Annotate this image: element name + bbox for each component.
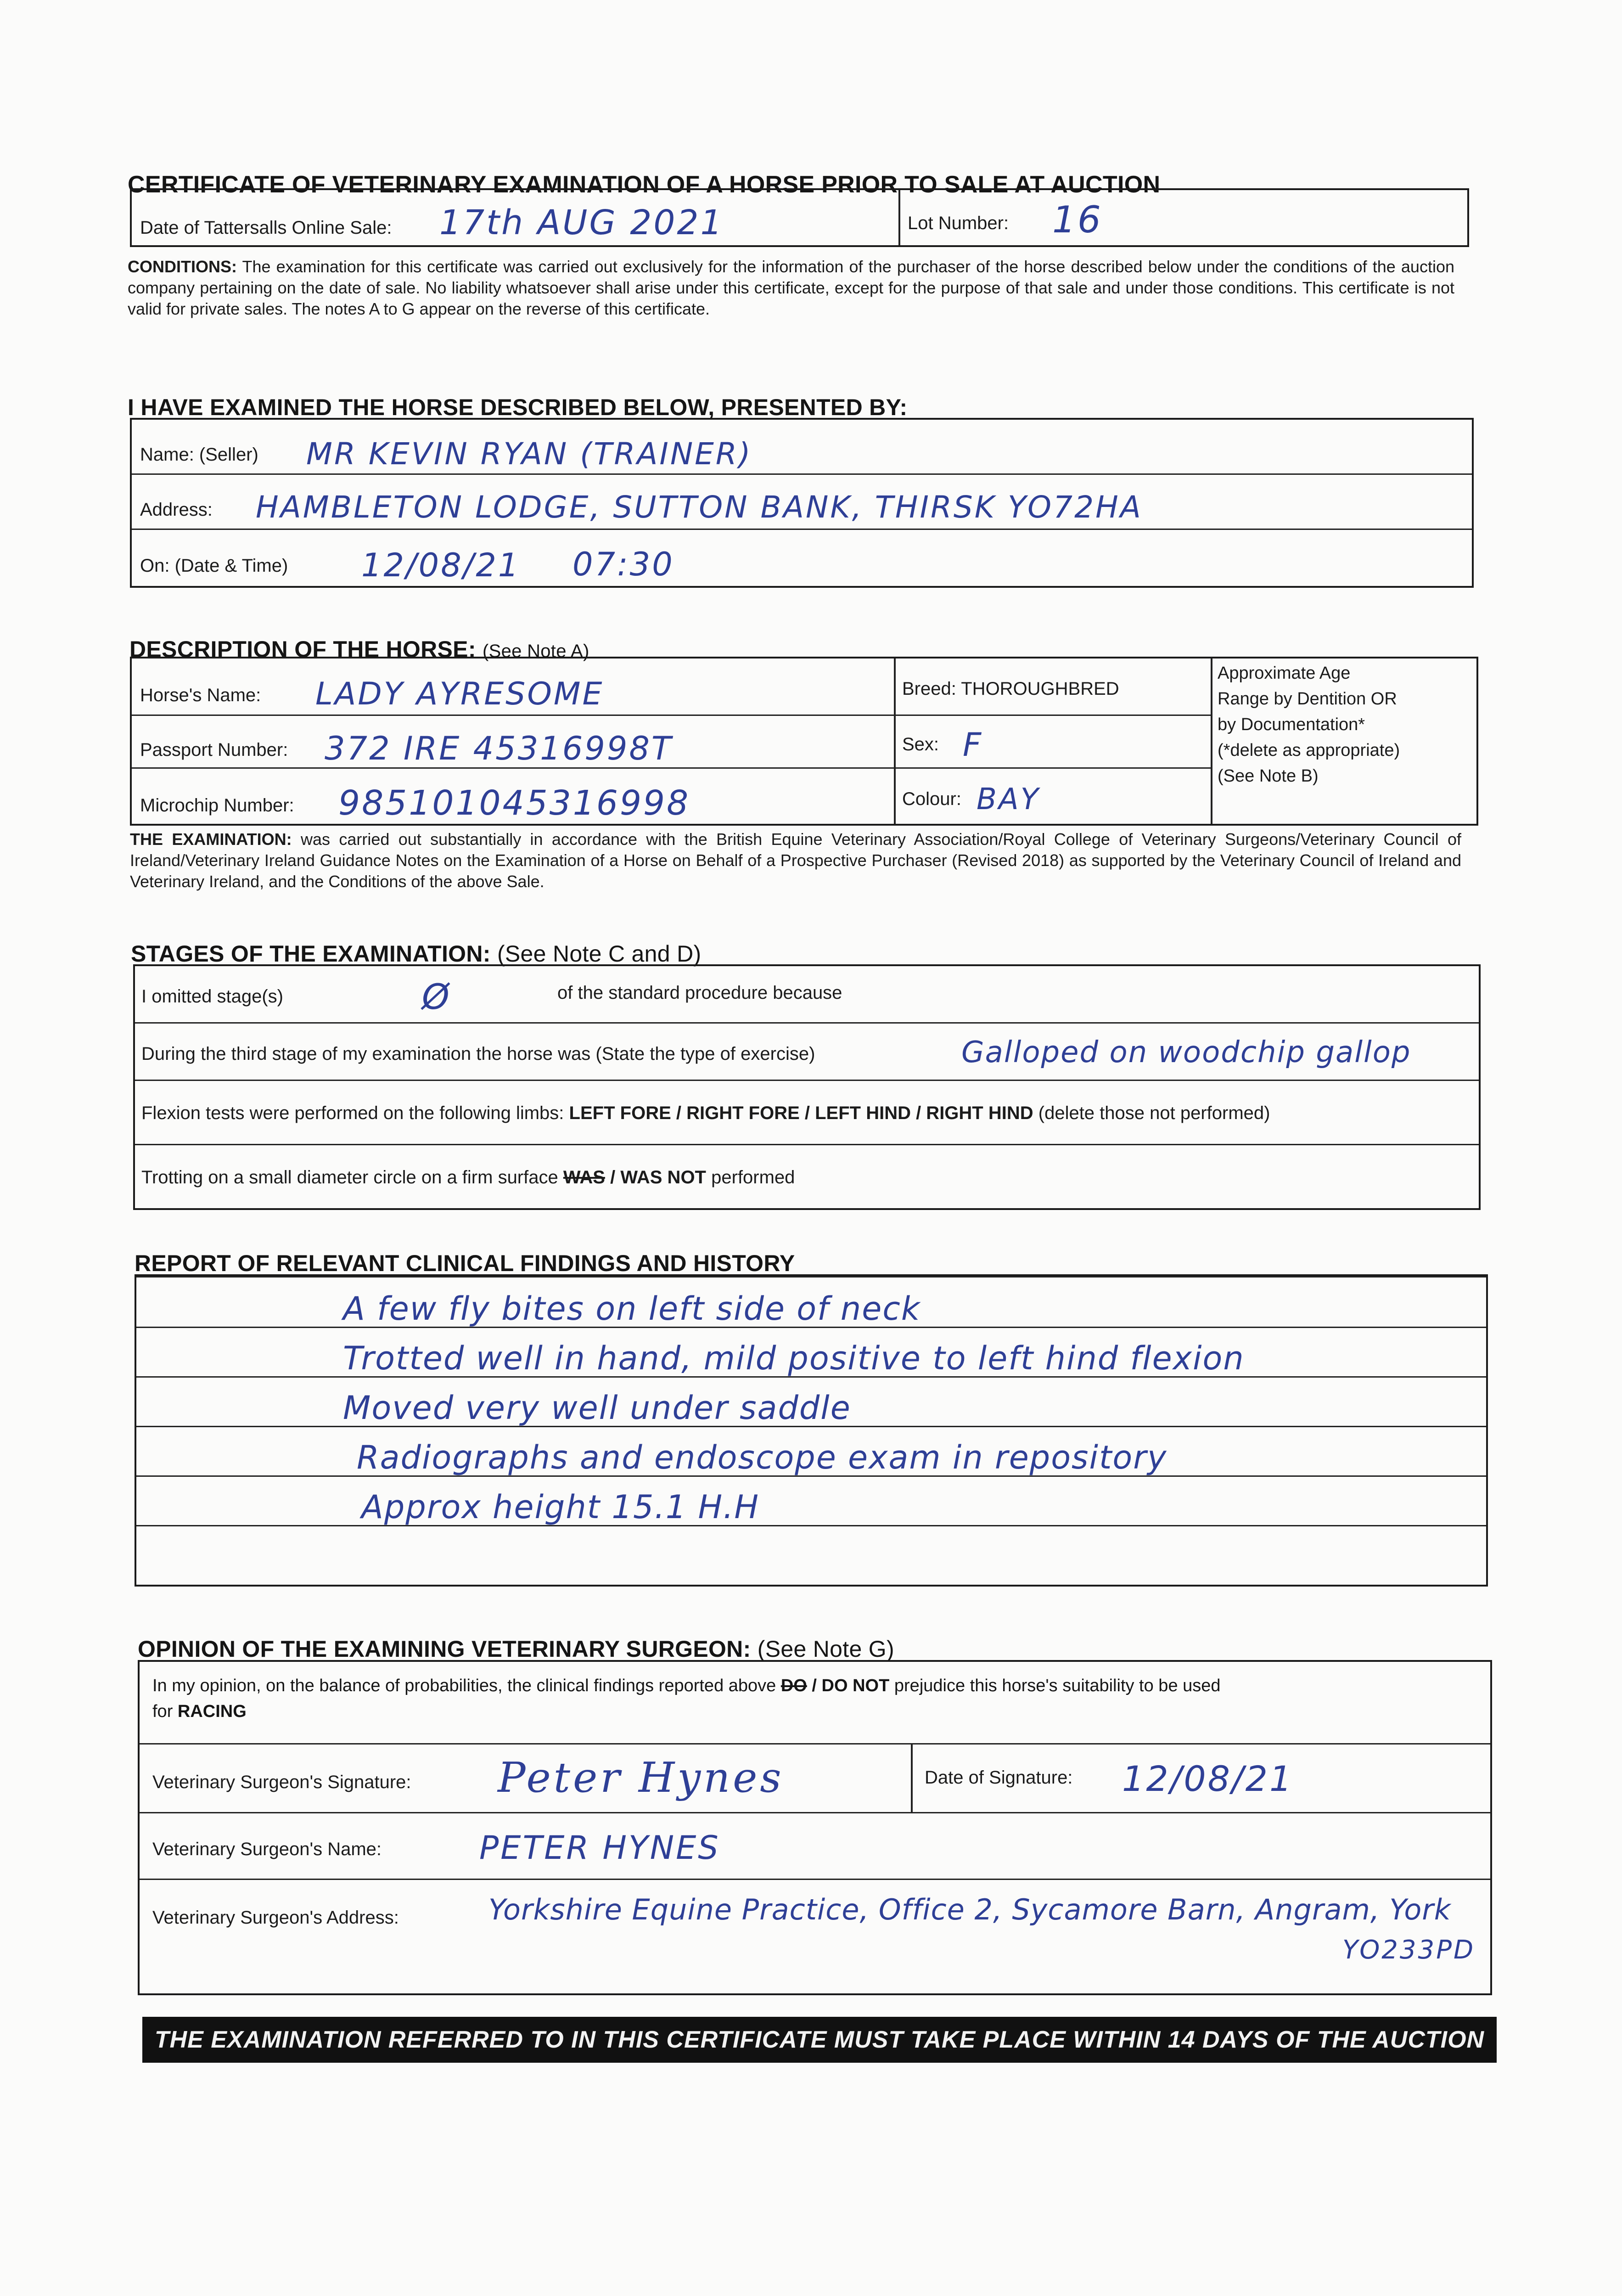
flexion-suffix: (delete those not performed): [1038, 1103, 1270, 1123]
flexion-line: [141, 1103, 1270, 1124]
opinion-suffix: prejudice this horse's suitability to be used: [894, 1676, 1221, 1695]
description-note: (See Note A): [482, 641, 589, 661]
third-stage-value: Galloped on woodchip gallop: [961, 1035, 1411, 1069]
flexion-limbs: LEFT FORE / RIGHT FORE / LEFT HIND / RIGHT HIND: [569, 1103, 1033, 1123]
horse-box: [130, 657, 1478, 826]
opinion-do-not: DO NOT: [821, 1676, 890, 1695]
lot-number-value: 16: [1052, 198, 1103, 241]
seller-address-label: Address:: [140, 500, 213, 520]
third-stage-row: [135, 1024, 1479, 1081]
age-line-4: (*delete as appropriate): [1218, 741, 1400, 760]
opinion-box: [138, 1660, 1492, 1995]
omitted-value: Ø: [422, 976, 451, 1017]
exam-date-value: 12/08/21: [361, 546, 521, 584]
sale-date-label: Date of Tattersalls Online Sale:: [140, 218, 392, 238]
seller-name-label: Name: (Seller): [140, 445, 258, 465]
opinion-racing: RACING: [177, 1702, 247, 1721]
conditions-text: The examination for this certificate was carried out exclusively for the information of the purchaser of the horse described below under the conditions of the auction company pertaining on the date of sale. No liability whatsoever shall arise under this certificate, except for the purpose of that sale and under those conditions. This certificate is not valid for private sales. The notes A to G appear on the reverse of this certificate.: [128, 257, 1454, 318]
vet-address-row: [140, 1880, 1490, 1995]
sale-divider: [898, 190, 900, 245]
vet-name-label: Veterinary Surgeon's Name:: [152, 1839, 382, 1859]
trotting-suffix: performed: [711, 1167, 795, 1187]
report-line-2: Trotted well in hand, mild positive to left hind flexion: [343, 1339, 1245, 1377]
conditions-heading: CONDITIONS:: [128, 257, 237, 276]
trotting-sep: /: [605, 1167, 621, 1187]
age-range-box: [1218, 660, 1475, 789]
footer-banner: THE EXAMINATION REFERRED TO IN THIS CERTIFICATE MUST TAKE PLACE WITHIN 14 DAYS OF THE AUCTION: [142, 2017, 1497, 2063]
horse-name-value: LADY AYRESOME: [315, 676, 604, 712]
report-line-1: A few fly bites on left side of neck: [343, 1290, 921, 1328]
report-rule: [136, 1525, 1486, 1526]
third-stage-label: During the third stage of my examination the horse was (State the type of exercise): [141, 1044, 815, 1064]
report-heading: REPORT OF RELEVANT CLINICAL FINDINGS AND HISTORY: [135, 1250, 795, 1276]
horse-name-label: Horse's Name:: [140, 685, 261, 705]
vet-address-value: Yorkshire Equine Practice, Office 2, Sycamore Barn, Angram, York: [488, 1893, 1451, 1926]
microchip-value: 985101045316998: [338, 783, 690, 823]
sale-box: [130, 188, 1469, 247]
omitted-suffix: of the standard procedure because: [557, 983, 842, 1003]
opinion-statement-row: [140, 1662, 1490, 1745]
seller-address-value: HAMBLETON LODGE, SUTTON BANK, THIRSK YO72HA: [256, 490, 1143, 525]
flexion-row: [135, 1081, 1479, 1145]
colour-value: BAY: [977, 782, 1040, 816]
stages-box: [133, 964, 1481, 1210]
flexion-prefix: Flexion tests were performed on the following limbs:: [141, 1103, 564, 1123]
presented-by-heading: I HAVE EXAMINED THE HORSE DESCRIBED BELOW, PRESENTED BY:: [128, 394, 908, 420]
report-rule: [136, 1276, 1486, 1277]
omitted-label: I omitted stage(s): [141, 986, 284, 1007]
report-line-3: Moved very well under saddle: [343, 1389, 851, 1427]
report-box: [135, 1274, 1488, 1587]
signature-date-label: Date of Signature:: [925, 1767, 1073, 1788]
examination-text: was carried out substantially in accordance with the British Equine Veterinary Association/Royal College of Veterinary Surgeons/Veterinary Council of Ireland/Veterinary Ireland Guidance Notes on the Examination of a Horse on Behalf of a Prospective Purchaser (Revised 2018) as supported by the Veterinary Council of Ireland and Veterinary Ireland, and the Conditions of the above Sale.: [130, 830, 1461, 891]
trotting-prefix: Trotting on a small diameter circle on a firm surface: [141, 1167, 558, 1187]
opinion-note: (See Note G): [757, 1636, 894, 1662]
report-line-4: Radiographs and endoscope exam in repository: [357, 1439, 1167, 1476]
stages-note: (See Note C and D): [497, 941, 702, 967]
passport-row: [132, 716, 1211, 769]
vet-address-postcode: YO233PD: [1342, 1935, 1476, 1965]
opinion-heading-line: [138, 1636, 894, 1662]
sex-value: F: [963, 726, 983, 764]
report-line-5: Approx height 15.1 H.H: [361, 1488, 760, 1526]
trotting-was: WAS: [563, 1167, 605, 1187]
age-line-1: Approximate Age: [1218, 664, 1351, 683]
age-line-5: (See Note B): [1218, 766, 1319, 786]
seller-box: [130, 418, 1474, 588]
breed-label: Breed: THOROUGHBRED: [902, 679, 1119, 699]
opinion-sep: /: [807, 1676, 822, 1695]
vet-name-row: [140, 1813, 1490, 1880]
exam-time-value: 07:30: [572, 546, 674, 583]
opinion-heading: OPINION OF THE EXAMINING VETERINARY SURGEON:: [138, 1636, 751, 1662]
stages-heading: STAGES OF THE EXAMINATION:: [131, 941, 491, 967]
vet-name-value: PETER HYNES: [479, 1829, 720, 1867]
opinion-prefix: In my opinion, on the balance of probabilities, the clinical findings reported above: [152, 1676, 776, 1695]
microchip-label: Microchip Number:: [140, 795, 294, 816]
sale-date-value: 17th AUG 2021: [439, 203, 724, 242]
opinion-for: for: [152, 1702, 173, 1721]
horse-divider-2: [1211, 658, 1212, 824]
microchip-row: [132, 769, 1211, 826]
age-line-2: Range by Dentition OR: [1218, 689, 1397, 709]
exam-date-label: On: (Date & Time): [140, 556, 288, 576]
seller-name-value: MR KEVIN RYAN (TRAINER): [306, 436, 752, 472]
horse-name-row: [132, 658, 1211, 716]
signature-label: Veterinary Surgeon's Signature:: [152, 1772, 411, 1792]
passport-label: Passport Number:: [140, 740, 288, 760]
seller-address-row: [132, 475, 1472, 530]
examination-heading: THE EXAMINATION:: [130, 830, 292, 849]
trotting-row: [135, 1145, 1479, 1210]
signature-divider: [911, 1745, 913, 1812]
conditions-paragraph: [128, 256, 1454, 320]
opinion-do: DO: [780, 1676, 807, 1695]
examination-paragraph: [130, 829, 1461, 892]
trotting-line: [141, 1167, 795, 1188]
signature-image: Peter Hynes: [498, 1754, 784, 1802]
signature-date-value: 12/08/21: [1122, 1758, 1294, 1799]
sex-label: Sex:: [902, 734, 939, 754]
stages-heading-line: [131, 940, 701, 967]
horse-fields: [132, 658, 1211, 824]
lot-number-label: Lot Number:: [908, 213, 1009, 233]
passport-value: 372 IRE 45316998T: [325, 730, 673, 767]
exam-date-row: [132, 530, 1472, 588]
opinion-statement: [152, 1673, 1475, 1724]
certificate-title: CERTIFICATE OF VETERINARY EXAMINATION OF A HORSE PRIOR TO SALE AT AUCTION: [128, 171, 1161, 198]
colour-label: Colour:: [902, 789, 961, 809]
seller-name-row: [132, 420, 1472, 475]
age-line-3: by Documentation*: [1218, 715, 1365, 734]
omitted-row: [135, 966, 1479, 1024]
signature-row: [140, 1745, 1490, 1813]
trotting-was-not: WAS NOT: [620, 1167, 706, 1187]
description-heading: DESCRIPTION OF THE HORSE:: [129, 636, 476, 662]
vet-address-label: Veterinary Surgeon's Address:: [152, 1908, 399, 1928]
